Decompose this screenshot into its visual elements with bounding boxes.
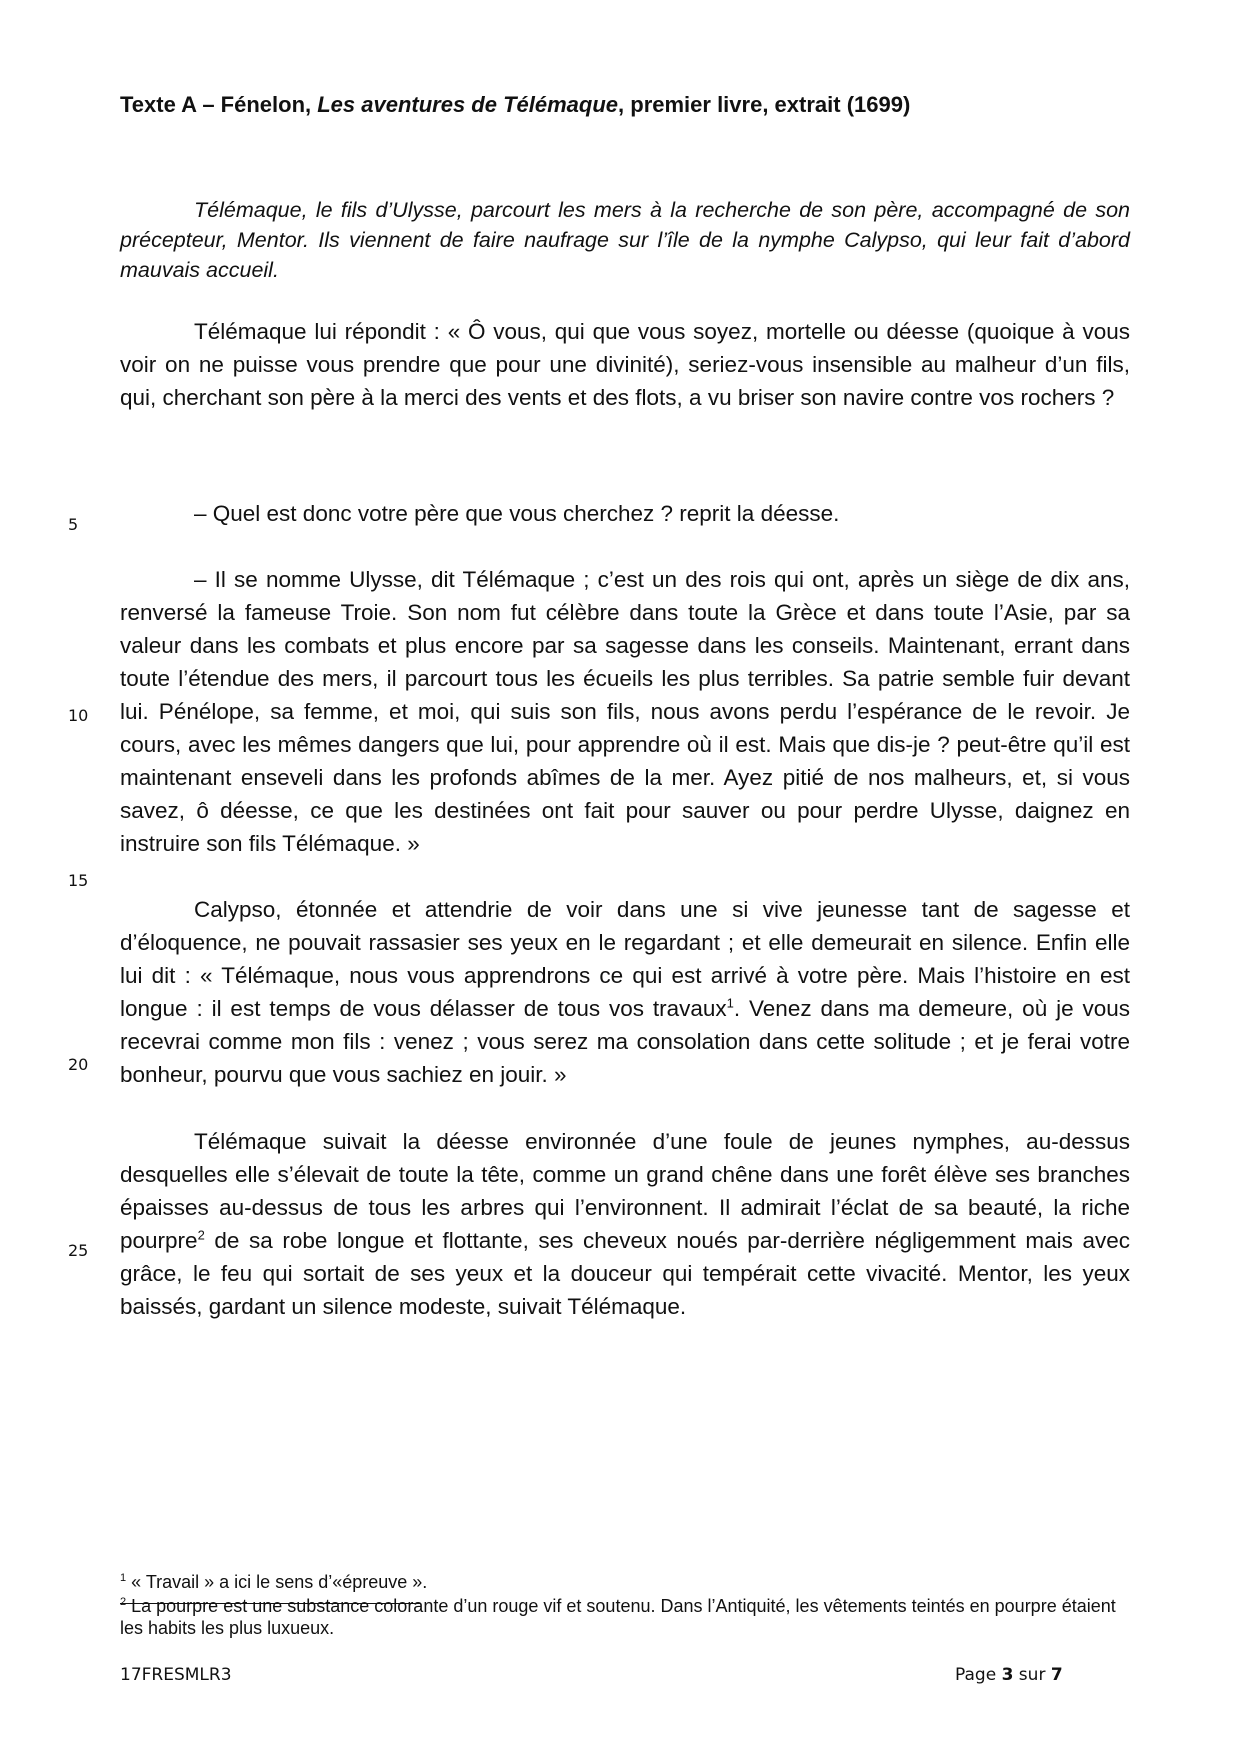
line-number: 5 [68, 515, 79, 534]
paragraph-3: – Il se nomme Ulysse, dit Télémaque ; c’est un des rois qui ont, après un siège de dix ans, renversé la fameuse Troie. Son nom fut célèbre dans toute la Grèce et dans toute l’Asie, par sa valeur dans les combats et plus encore par sa sagesse dans les conseils. Maintenant, errant dans toute l’étendue des mers, il parcourt tous les écueils les plus terribles. Sa patrie semble fuir devant lui. Pénélope, sa femme, et moi, qui suis son fils, nous avons perdu l’espérance de le revoir. Je cours, avec les mêmes dangers que lui, pour apprendre où il est. Mais que dis-je ? peut-être qu’il est maintenant enseveli dans les profonds abîmes de la mer. Ayez pitié de nos malheurs, et, si vous savez, ô déesse, ce que les destinées ont fait pour sauver ou pour perdre Ulysse, daignez en instruire son fils Télémaque. » [120, 567, 1130, 856]
paragraph-4-part-1: Calypso, étonnée et attendrie de voir dans une si vive jeunesse tant de sagesse et d’éloquence, ne pouvait rassasier ses yeux en le regardant ; et elle demeurait en silence. Enfin elle lui dit : « Télémaque, nous vous apprendrons ce qui est arrivé à votre père. Mais l’histoire en est longue : il est temps de vous délasser de tous vos travaux [120, 897, 1130, 1021]
footnote-2 [120, 1595, 1130, 1639]
intro-paragraph: Télémaque, le fils d’Ulysse, parcourt les mers à la recherche de son père, accompagné de son précepteur, Mentor. Ils viennent de faire naufrage sur l’île de la nymphe Calypso, qui leur fait d’abord mauvais accueil. [120, 198, 1130, 282]
line-number: 10 [68, 706, 89, 725]
footnote-mark: 1 [120, 1572, 127, 1584]
footnote-ref-1: 1 [726, 995, 734, 1011]
title-work: Les aventures de Télémaque [317, 92, 619, 117]
paragraph-5 [120, 1125, 1130, 1323]
page-total: 7 [1050, 1665, 1063, 1685]
document-code: 17FRESMLR3 [120, 1665, 232, 1685]
document-title [120, 90, 1130, 120]
paragraph-4-part-2: . Venez dans ma demeure, où je vous recevrai comme mon fils : venez ; vous serez ma consolation dans cette solitude ; et je ferai votre bonheur, pourvu que vous sachiez en jouir. » [120, 996, 1130, 1087]
line-number: 20 [68, 1055, 89, 1074]
paragraph-5-part-2: de sa robe longue et flottante, ses cheveux noués par-derrière négligemment mais avec grâce, le feu qui sortait de ses yeux et la douceur qui tempérait cette vivacité. Mentor, les yeux baissés, gardant un silence modeste, suivait Télémaque. [120, 1228, 1130, 1319]
line-number: 15 [68, 871, 89, 890]
footnote-ref-2: 2 [197, 1227, 205, 1243]
line-number: 25 [68, 1241, 89, 1260]
footnote-text: « Travail » a ici le sens d’«épreuve ». [126, 1572, 428, 1592]
page-label: Page [955, 1665, 1002, 1685]
footnote-mark: 2 [120, 1596, 127, 1608]
title-suffix: , premier livre, extrait (1699) [618, 92, 911, 117]
paragraph-4 [120, 893, 1130, 1091]
page-number [955, 1664, 1063, 1686]
footnote-1 [120, 1571, 1130, 1593]
page-current: 3 [1001, 1665, 1014, 1685]
page-separator: sur [1013, 1665, 1051, 1685]
title-prefix: Texte A – Fénelon, [120, 92, 318, 117]
paragraph-2: – Quel est donc votre père que vous cherchez ? reprit la déesse. [194, 501, 840, 526]
paragraph-1: Télémaque lui répondit : « Ô vous, qui que vous soyez, mortelle ou déesse (quoique à vous voir on ne puisse vous prendre que pour une divinité), seriez-vous insensible au malheur d’un fils, qui, cherchant son père à la merci des vents et des flots, a vu briser son navire contre vos rochers ? [120, 319, 1130, 410]
footnote-text: La pourpre est une substance colorante d’un rouge vif et soutenu. Dans l’Antiquité, les vêtements teintés en pourpre étaient les habits les plus luxueux. [120, 1596, 1116, 1638]
paragraph-5-part-1: Télémaque suivait la déesse environnée d’une foule de jeunes nymphes, au-dessus desquelles elle s’élevait de toute la tête, comme un grand chêne dans une forêt élève ses branches épaisses au-dessus de tous les arbres qui l’environnent. Il admirait l’éclat de sa beauté, la riche pourpre [120, 1129, 1130, 1253]
